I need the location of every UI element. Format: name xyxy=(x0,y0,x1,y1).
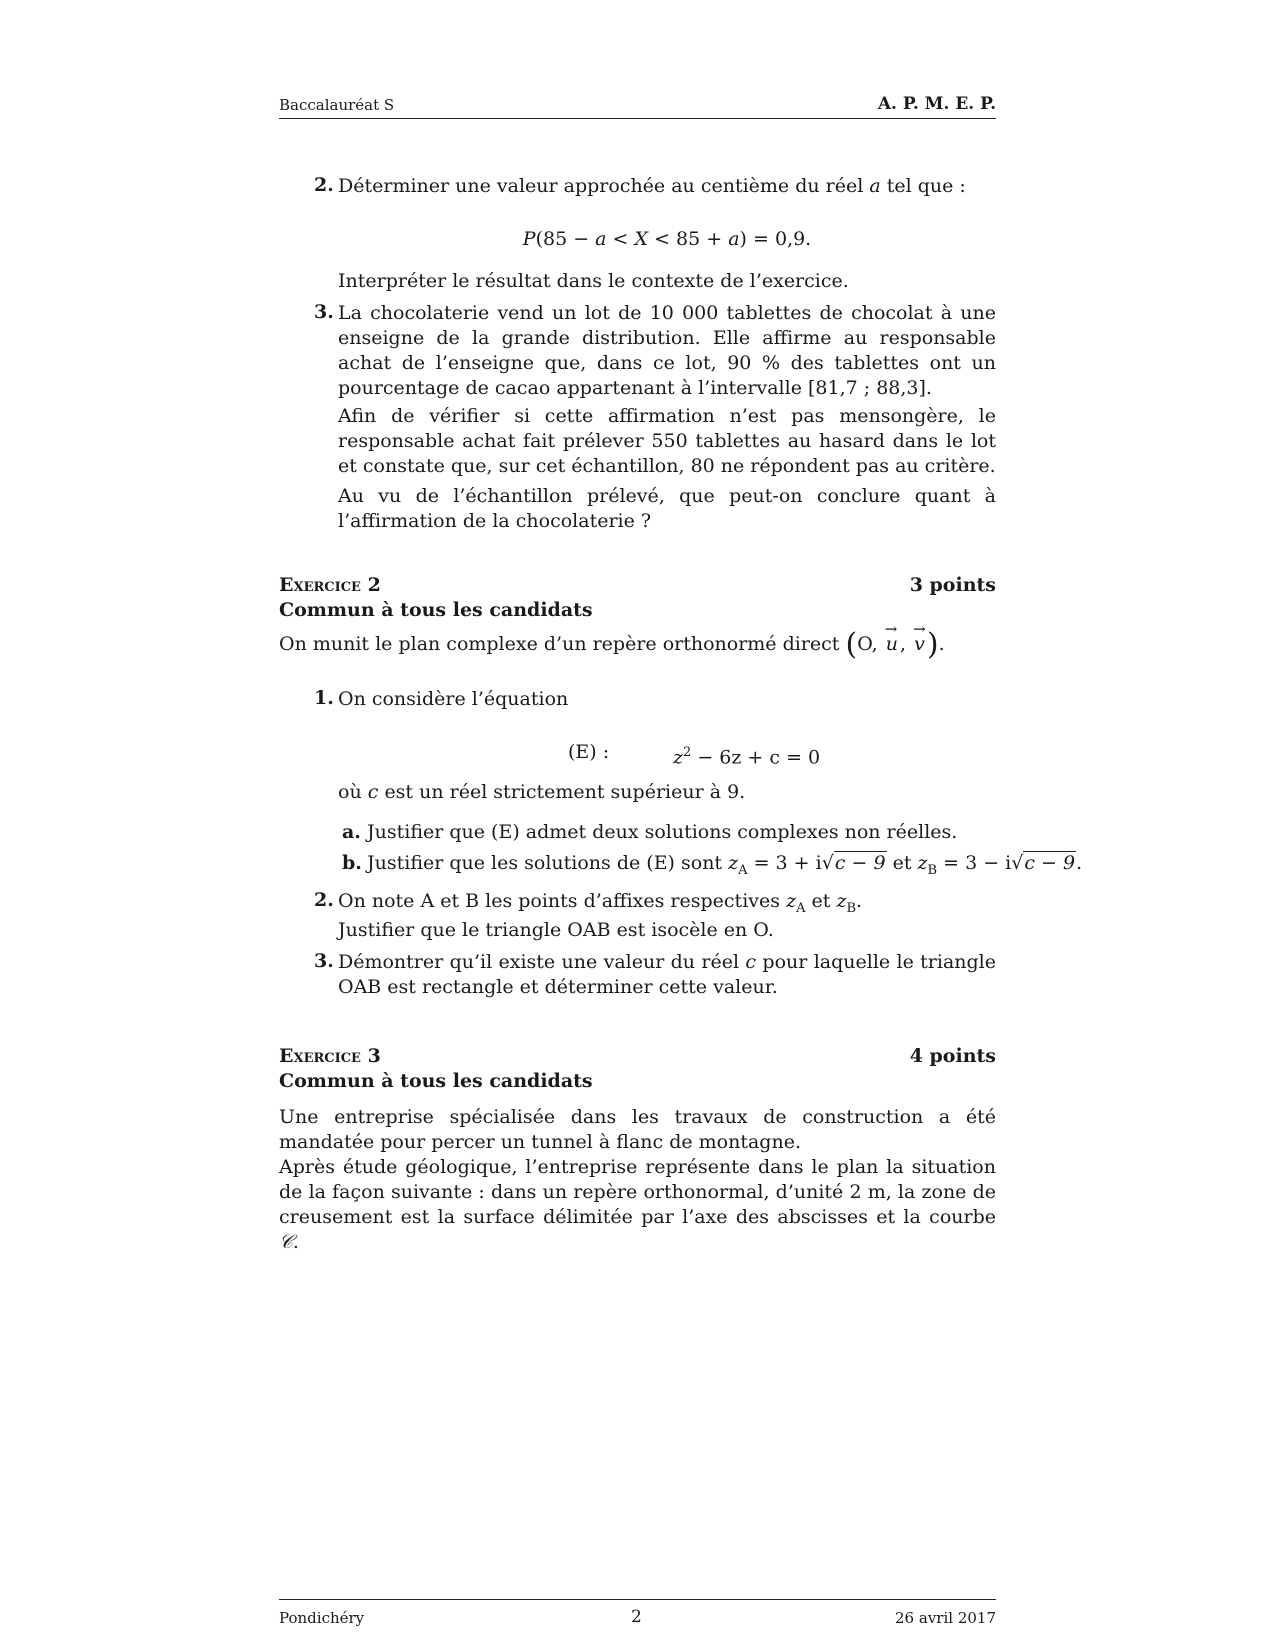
question-number: 3. xyxy=(314,950,334,972)
header-rule xyxy=(279,118,996,119)
question-text: Déterminer une valeur approchée au centième du réel a tel que : xyxy=(338,175,966,197)
equation: $z^2 - 6z + c = 0$ xyxy=(673,745,821,769)
question-text: Démontrer qu’il existe une valeur du réel c pour laquelle le triangle OAB est rectangle et déterminer cette valeur. xyxy=(338,951,996,998)
subquestion-label: b. xyxy=(342,852,362,874)
question-paragraph: Au vu de l’échantillon prélevé, que peut-on conclure quant à l’affirmation de la chocolaterie ? xyxy=(338,485,996,532)
question-text: Justifier que le triangle OAB est isocèle en O. xyxy=(338,919,774,941)
footer-left: Pondichéry xyxy=(279,1609,365,1627)
vector-v: → v xyxy=(912,632,927,657)
question-number: 3. xyxy=(314,301,334,323)
equation-condition: où c est un réel strictement supérieur à 9. xyxy=(338,781,746,803)
probability-formula: P(85 − a < X < 85 + a) = 0,9. xyxy=(522,228,812,250)
header-left: Baccalauréat S xyxy=(279,96,395,114)
footer-rule xyxy=(279,1599,996,1600)
vector-u: → u xyxy=(884,632,900,657)
exercise-title: Exercice 3 xyxy=(279,1045,381,1067)
subquestion-text: Justifier que les solutions de (E) sont $z_A = 3 + i√c - 9$ et $z_B = 3 - i√c - 9$. xyxy=(367,852,1083,878)
exercise-title: Exercice 2 xyxy=(279,574,381,596)
exercise-points: 4 points xyxy=(909,1045,996,1067)
question-number: 2. xyxy=(314,889,334,911)
exercise-subtitle: Commun à tous les candidats xyxy=(279,1070,593,1092)
question-paragraph: La chocolaterie vend un lot de 10 000 tablettes de chocolat à une enseigne de la grande distribution. Elle affirme au responsable achat de l’enseigne que, dans ce lot, 90 % des tablettes ont un pourcentage de cacao appartenant à l’intervalle [81,7 ; 88,3]. xyxy=(338,302,996,399)
subquestion-label: a. xyxy=(342,821,361,843)
question-text: On considère l’équation xyxy=(338,688,569,710)
exercise-paragraph: Après étude géologique, l’entreprise représente dans le plan la situation de la façon suivante : dans un repère orthonormal, d’unité 2 m, la zone de creusement est la surface délimitée par l’axe des abscisses et la courbe 𝒞. xyxy=(279,1156,996,1253)
question-number: 2. xyxy=(314,174,334,196)
exercise-points: 3 points xyxy=(909,574,996,596)
page-number: 2 xyxy=(631,1607,642,1627)
question-text: On note A et B les points d’affixes respectives $z_A$ et $z_B$. xyxy=(338,890,863,916)
exercise-intro: On munit le plan complexe d’un repère orthonormé direct (O, → u , → v). xyxy=(279,632,945,657)
exercise-paragraph: Une entreprise spécialisée dans les travaux de construction a été mandatée pour percer un tunnel à flanc de montagne. xyxy=(279,1106,996,1153)
question-paragraph: Afin de vérifier si cette affirmation n’est pas mensongère, le responsable achat fait prélever 550 tablettes au hasard dans le lot et constate que, sur cet échantillon, 80 ne répondent pas au critère. xyxy=(338,405,996,477)
interpret-text: Interpréter le résultat dans le contexte de l’exercice. xyxy=(338,270,849,292)
exercise-subtitle: Commun à tous les candidats xyxy=(279,599,593,621)
header-right: A. P. M. E. P. xyxy=(877,94,996,114)
equation-label: (E) : xyxy=(568,741,610,763)
question-number: 1. xyxy=(314,687,334,709)
subquestion-text: Justifier que (E) admet deux solutions complexes non réelles. xyxy=(367,821,958,843)
footer-right: 26 avril 2017 xyxy=(895,1609,996,1627)
